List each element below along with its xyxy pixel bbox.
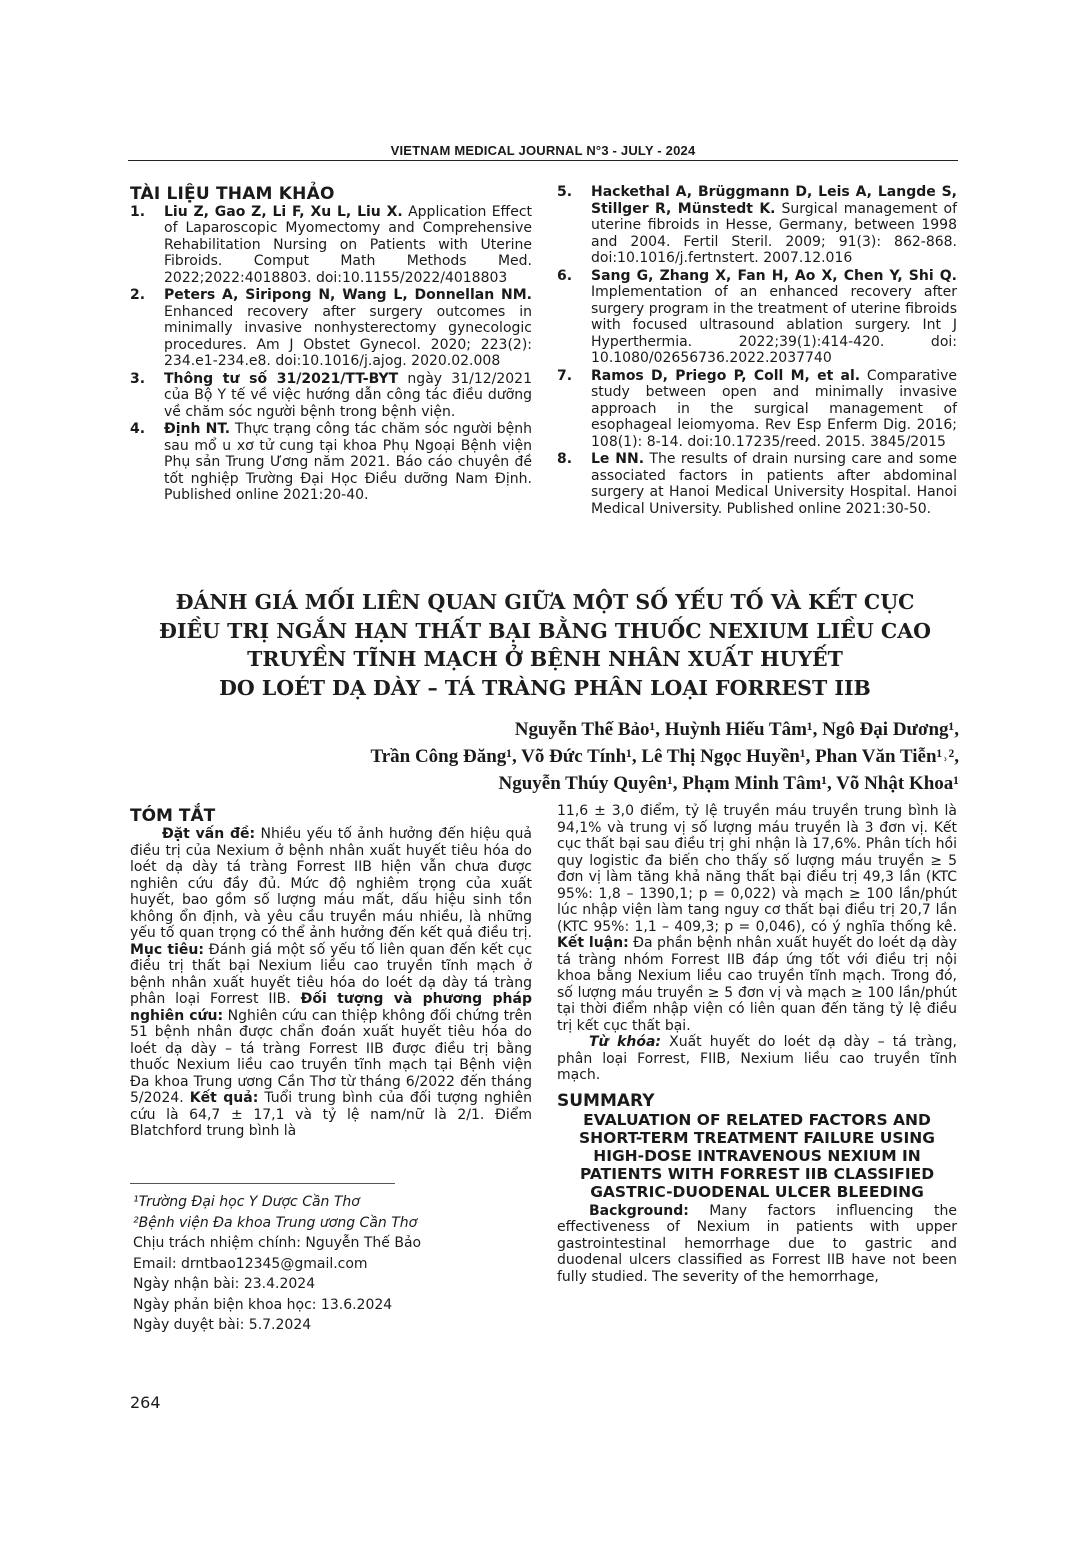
date-received: Ngày nhận bài: 23.4.2024 <box>133 1276 316 1292</box>
reference-item <box>130 421 532 504</box>
reference-text: Thực trạng công tác chăm sóc người bệnh sau mổ u xơ tử cung tại khoa Phụ Ngoại Bệnh viện Phụ sản Trung Ương năm 2021. Báo cáo chuyên đề tốt nghiệp Trường Đại Học Điều dưỡng Nam Định. Published online 2021:20-40. <box>164 421 533 503</box>
title-line: ĐIỀU TRỊ NGẮN HẠN THẤT BẠI BẰNG THUỐC NEXIUM LIỀU CAO <box>159 618 931 643</box>
reference-number: 4. <box>130 421 146 437</box>
reference-item <box>130 204 532 287</box>
reference-authors: Định NT. <box>164 421 231 437</box>
date-reviewed: Ngày phản biện khoa học: 13.6.2024 <box>133 1296 393 1313</box>
label-results: Kết quả: <box>189 1090 259 1106</box>
abstract-paragraph <box>130 826 532 1140</box>
author-list <box>159 716 959 797</box>
corresponding-author: Chịu trách nhiệm chính: Nguyễn Thế Bảo <box>133 1235 422 1251</box>
summary-heading: SUMMARY <box>557 1090 655 1111</box>
reference-item <box>557 368 957 451</box>
references-title: TÀI LIỆU THAM KHẢO <box>130 184 335 204</box>
email: Email: drntbao12345@gmail.com <box>133 1255 368 1272</box>
reference-item <box>557 184 957 267</box>
abstract-text: Đánh giá một số yếu tố liên quan đến kết cục điều trị thất bại Nexium liều cao truyền tĩnh mạch ở bệnh nhân xuất huyết tiêu hóa do loét dạ dày tá tràng phân loại Forrest IIB. <box>130 941 533 1007</box>
keywords-label: Từ khóa: <box>589 1034 661 1050</box>
summary-paragraph <box>557 1203 957 1286</box>
author-line: Trần Công Đăng¹, Võ Đức Tính¹, Lê Thị Ngọc Huyền¹, Phan Văn Tiễn¹˒², <box>370 746 959 767</box>
reference-number: 6. <box>557 267 573 284</box>
label-background-en: Background: <box>589 1202 689 1219</box>
date-approved: Ngày duyệt bài: 5.7.2024 <box>133 1317 312 1333</box>
abstract-vi-right <box>557 803 957 1285</box>
abstract-text: Đa phần bệnh nhân xuất huyết do loét dạ dày tá tràng nhóm Forrest IIB đáp ứng tốt với điều trị nội khoa bằng Nexium liều cao truyền tĩnh mạch. Trong đó, số lượng máu truyền ≥ 5 đơn vị và mạch ≥ 100 lần/phút tại thời điểm nhập viện có liên quan đến tăng tỷ lệ điều trị kết cục thất bại. <box>557 935 957 1034</box>
reference-item <box>130 287 532 370</box>
abstract-text: Nghiên cứu can thiệp không đối chứng trên 51 bệnh nhân được chẩn đoán xuất huyết tiêu hóa do loét dạ dày – tá tràng Forrest IIB được điều trị bằng thuốc Nexium liều cao truyền tĩnh mạch tại Bệnh viện Đa khoa Trung ương Cần Thơ từ tháng 6/2022 đến tháng 5/2024. <box>130 1007 532 1106</box>
reference-authors: Sang G, Zhang X, Fan H, Ao X, Chen Y, Shi Q. <box>591 267 957 284</box>
abstract-vi-left <box>130 806 532 1140</box>
abstract-heading: TÓM TẮT <box>130 806 216 826</box>
references-left <box>130 186 532 505</box>
label-objective: Mục tiêu: <box>130 941 204 958</box>
abstract-text: Tuổi trung bình của đối tượng nghiên cứu là 64,7 ± 17,1 và tỷ lệ nam/nữ là 2/1. Điểm Blatchford trung bình là <box>130 1090 532 1139</box>
keywords <box>557 1034 957 1084</box>
reference-authors: Liu Z, Gao Z, Li F, Xu L, Liu X. <box>164 203 403 220</box>
footnotes <box>133 1192 533 1336</box>
reference-text: Comparative study between open and minimally invasive approach in the surgical management of esophageal leiomyoma. Rev Esp Enferm Dig. 2016; 108(1): 8-14. doi:10.17235/reed. 2015. 3845/2015 <box>591 367 957 450</box>
reference-number: 8. <box>557 451 573 467</box>
title-line: ĐÁNH GIÁ MỐI LIÊN QUAN GIỮA MỘT SỐ YẾU TỐ VÀ KẾT CỤC <box>175 590 915 614</box>
reference-text: Application Effect of Laparoscopic Myomectomy and Comprehensive Rehabilitation Nursing on Patients with Uterine Fibroids. Comput Math Methods Med. 2022;2022:4018803. doi:10.1155/2022/4018803 <box>164 203 533 286</box>
reference-number: 1. <box>130 203 146 220</box>
author-line: Nguyễn Thúy Quyên¹, Phạm Minh Tâm¹, Võ Nhật Khoa¹ <box>498 773 959 794</box>
reference-text: Implementation of an enhanced recovery after surgery program in the treatment of uterine fibroids with focused ultrasound ablation surgery. Int J Hyperthermia. 2022;39(1):414-420. doi: 10.1080/02656736.2022.2037740 <box>591 284 957 366</box>
reference-item <box>130 371 532 421</box>
reference-item <box>557 268 957 367</box>
reference-number: 3. <box>130 370 146 387</box>
label-conclusion: Kết luận: <box>557 935 629 951</box>
reference-number: 7. <box>557 367 573 384</box>
reference-text: Enhanced recovery after surgery outcomes in minimally invasive nonhysterectomy gynecologic procedures. Am J Obstet Gynecol. 2020; 223(2): 234.e1-234.e8. doi:10.1016/j.ajog. 2020.02.008 <box>164 303 532 369</box>
reference-text: Surgical management of uterine fibroids in Hesse, Germany, between 1998 and 2004. Fertil Steril. 2009; 91(3): 862-868. doi:10.1016/j.fertnstert. 2007.12.016 <box>591 200 957 266</box>
keywords-text: Xuất huyết do loét dạ dày – tá tràng, phân loại Forrest, FIIB, Nexium liều cao truyền tĩnh mạch. <box>557 1034 957 1083</box>
references-right <box>557 184 957 518</box>
journal-header: VIETNAM MEDICAL JOURNAL N°3 - JULY - 2024 <box>390 143 696 158</box>
affiliation-1: ¹Trường Đại học Y Dược Cần Thơ <box>133 1194 360 1210</box>
header-divider <box>128 160 958 161</box>
reference-authors: Peters A, Siripong N, Wang L, Donnellan NM. <box>164 287 532 303</box>
reference-text: ngày 31/12/2021 của Bộ Y tế về việc hướng dẫn công tác điều dưỡng về chăm sóc người bệnh trong bệnh viện. <box>164 370 532 420</box>
title-line: TRUYỀN TĨNH MẠCH Ở BỆNH NHÂN XUẤT HUYẾT <box>247 647 843 671</box>
references-list-right <box>557 184 957 517</box>
reference-authors: Le NN. <box>591 451 645 467</box>
abstract-text: 11,6 ± 3,0 điểm, tỷ lệ truyền máu truyền trung bình là 94,1% và trung vị số lượng máu truyền là 3 đơn vị. Kết cục thất bại sau điều trị ghi nhận là 17,6%. Phân tích hồi quy logistic đa biến cho thấy số lượng máu truyền ≥ 5 đơn vị làm tăng khả năng thất bại điều trị 49,3 lần (KTC 95%: 1,8 – 1390,1; p = 0,022) và mạch ≥ 100 lần/phút lúc nhập viện làm tang nguy cơ thất bại điều trị 20,7 lần (KTC 95%: 1,1 – 409,3; p = 0,046), có ý nghĩa thống kê. <box>557 803 957 935</box>
abstract-text: Nhiều yếu tố ảnh hưởng đến hiệu quả điều trị của Nexium ở bệnh nhân xuất huyết tiêu hóa do loét dạ dày tá tràng Forrest IIB hiện vẫn chưa được nghiên cứu đầy đủ. Mức độ nghiêm trọng của xuất huyết, bao gồm số lượng máu mất, dấu hiệu sinh tồn không ổn định, và yêu cầu truyền máu nhiều, là những yếu tố quan trọng có thể ảnh hưởng đến kết quả điều trị. <box>130 826 532 941</box>
label-background: Đặt vấn đề: <box>162 826 256 842</box>
summary-title: EVALUATION OF RELATED FACTORS AND SHORT-TERM TREATMENT FAILURE USING HIGH-DOSE INTRAVENOUS NEXIUM IN PATIENTS WITH FORREST IIB CLASSIFIED GASTRIC-DUODENAL ULCER BLEEDING <box>579 1110 935 1201</box>
title-line: DO LOÉT DẠ DÀY – TÁ TRÀNG PHÂN LOẠI FORREST IIB <box>219 675 871 700</box>
reference-number: 2. <box>130 287 146 303</box>
label-methods: Đối tượng và phương pháp nghiên cứu: <box>130 991 532 1024</box>
reference-text: The results of drain nursing care and some associated factors in patients after abdominal surgery at Hanoi Medical University Hospital. Hanoi Medical University. Published online 2021:30-50. <box>591 451 957 517</box>
reference-authors: Ramos D, Priego P, Coll M, et al. <box>591 367 861 384</box>
abstract-paragraph-cont <box>557 803 957 1034</box>
author-line: Nguyễn Thế Bảo¹, Huỳnh Hiếu Tâm¹, Ngô Đại Dương¹, <box>514 719 959 740</box>
summary-text: Many factors influencing the effectiveness of Nexium in patients with upper gastrointestinal hemorrhage due to gastric and duodenal ulcers classified as Forrest IIB have not been fully studied. The severity of the hemorrhage, <box>557 1202 957 1285</box>
footnote-divider <box>130 1183 395 1184</box>
page-number: 264 <box>130 1393 161 1412</box>
reference-authors: Thông tư số 31/2021/TT-BYT <box>164 370 399 387</box>
affiliation-2: ²Bệnh viện Đa khoa Trung ương Cần Thơ <box>133 1214 418 1231</box>
article-title <box>130 588 960 702</box>
reference-number: 5. <box>557 184 573 200</box>
reference-item <box>557 451 957 517</box>
reference-authors: Hackethal A, Brüggmann D, Leis A, Langde S, Stillger R, Münstedt K. <box>591 184 957 217</box>
references-list-left <box>130 204 532 504</box>
